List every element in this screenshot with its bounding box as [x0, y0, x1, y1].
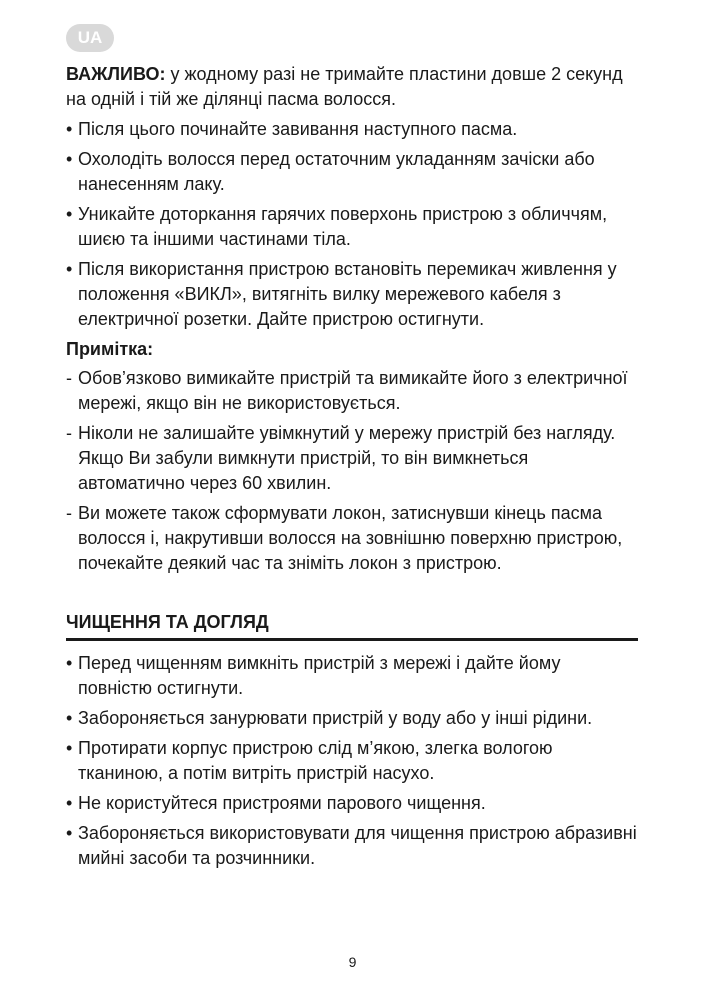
page-number: 9	[348, 954, 357, 970]
list-item-text: Після цього починайте завивання наступного пасма.	[78, 119, 518, 139]
dash-icon: -	[66, 503, 72, 523]
list-item	[66, 706, 638, 731]
list-item-text: Протирати корпус пристрою слід м’якою, злегка вологою тканиною, а потім витріть пристрій насухо.	[78, 738, 553, 783]
note-heading: Примітка:	[66, 339, 154, 359]
list-item-text: Обов’язково вимикайте пристрій та вимикайте його з електричної мережі, якщо він не використовується.	[78, 368, 628, 413]
bullet-icon: •	[66, 653, 73, 673]
bullet-icon: •	[66, 119, 73, 139]
dash-icon: -	[66, 368, 72, 388]
list-item	[66, 202, 638, 252]
list-item-text: Уникайте доторкання гарячих поверхонь пристрою з обличчям, шиєю та іншими частинами тіла.	[78, 204, 608, 249]
bullet-icon: •	[66, 204, 73, 224]
list-item	[66, 501, 638, 576]
dash-icon: -	[66, 423, 72, 443]
list-item	[66, 791, 638, 816]
bullet-icon: •	[66, 259, 73, 279]
important-paragraph	[66, 62, 638, 112]
page-content	[66, 62, 638, 876]
list-item-text: Забороняється занурювати пристрій у воду або у інші рідини.	[78, 708, 593, 728]
bullet-icon: •	[66, 149, 73, 169]
cleaning-list	[66, 651, 638, 871]
list-item	[66, 147, 638, 197]
list-item	[66, 117, 638, 142]
list-item	[66, 366, 638, 416]
important-label: ВАЖЛИВО:	[66, 64, 166, 84]
language-badge: UA	[66, 24, 114, 52]
bullet-list-top	[66, 117, 638, 332]
list-item-text: Ви можете також сформувати локон, затиснувши кінець пасма волосся і, накрутивши волосся на зовнішню поверхню пристрою, почекайте деякий час та зніміть локон з пристрою.	[78, 503, 623, 573]
list-item-text: Не користуйтеся пристроями парового чищення.	[78, 793, 486, 813]
list-item-text: Охолодіть волосся перед остаточним укладанням зачіски або нанесенням лаку.	[78, 149, 595, 194]
important-text: у жодному разі не тримайте пластини довше 2 секунд на одній і тій же ділянці пасма волосся.	[66, 64, 623, 109]
bullet-icon: •	[66, 708, 73, 728]
list-item	[66, 257, 638, 332]
list-item	[66, 736, 638, 786]
note-list	[66, 366, 638, 576]
bullet-icon: •	[66, 793, 73, 813]
list-item-text: Перед чищенням вимкніть пристрій з мережі і дайте йому повністю остигнути.	[78, 653, 561, 698]
list-item-text: Забороняється використовувати для чищення пристрою абразивні мийні засоби та розчинники.	[78, 823, 637, 868]
list-item	[66, 651, 638, 701]
bullet-icon: •	[66, 738, 73, 758]
list-item	[66, 421, 638, 496]
list-item-text: Після використання пристрою встановіть перемикач живлення у положення «ВИКЛ», витягніть вилку мережевого кабеля з електричної розетки. Дайте пристрою остигнути.	[78, 259, 617, 329]
section-heading: ЧИЩЕННЯ ТА ДОГЛЯД	[66, 610, 638, 641]
bullet-icon: •	[66, 823, 73, 843]
list-item-text: Ніколи не залишайте увімкнутий у мережу пристрій без нагляду. Якщо Ви забули вимкнути пристрій, то він вимкнеться автоматично через 60 хвилин.	[78, 423, 616, 493]
list-item	[66, 821, 638, 871]
